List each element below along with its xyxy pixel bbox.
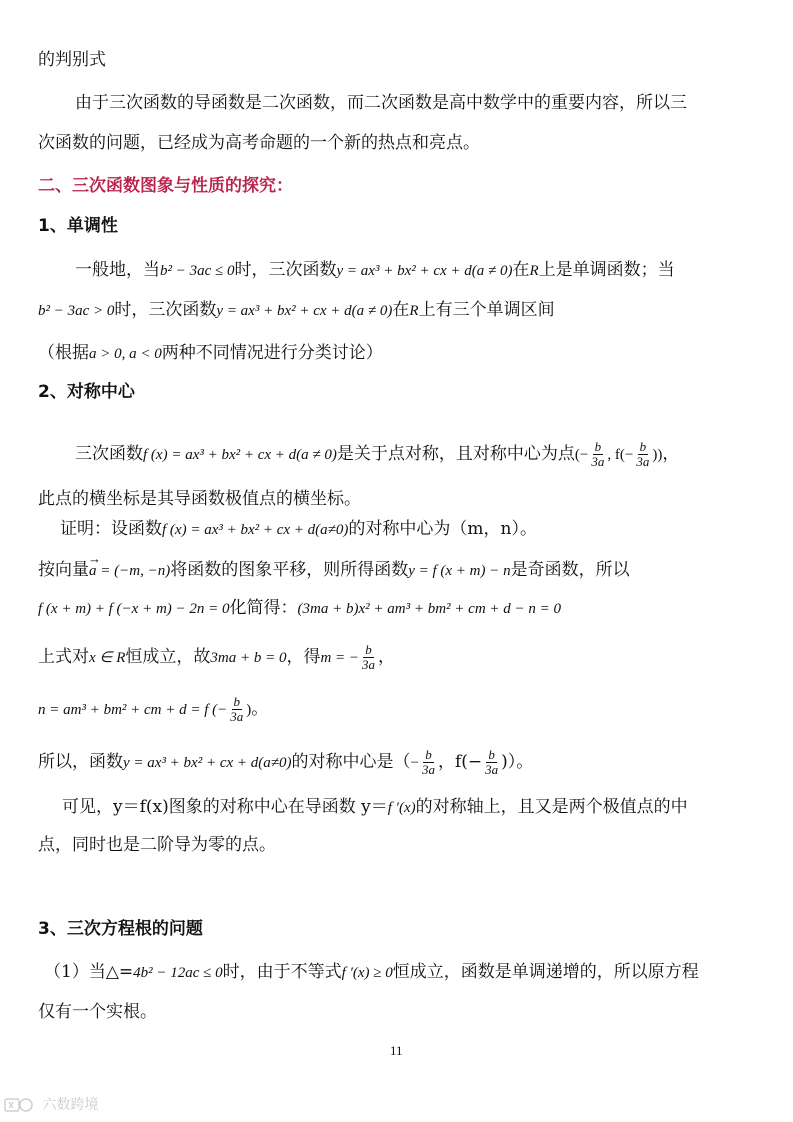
paragraph-fragment: 的判别式 [38, 50, 106, 70]
subheading-symmetry: 2、对称中心 [38, 382, 135, 402]
subheading-roots: 3、三次方程根的问题 [38, 919, 203, 939]
fraction: $\frac{b}{3a}$ [485, 747, 499, 777]
vector-a: → a [89, 559, 97, 583]
proof-line-2: 按向量→ a = (−m, −n)将函数的图象平移，则所得函数y = f (x + m) − n是奇函数，所以 [38, 558, 630, 583]
monotonic-line-1: 一般地，当b² − 3ac ≤ 0时，三次函数y = ax³ + bx² + cx + d(a ≠ 0)在R上是单调函数；当 [75, 260, 675, 280]
symmetry-line-1: 三次函数f (x) = ax³ + bx² + cx + d(a ≠ 0)是关于点对称，且对称中心为点(− $\frac{b}{3a}$ , f(− $\frac{b}{3a}$ ))， [75, 439, 680, 469]
proof-line-3: f (x + m) + f (−x + m) − 2n = 0化简得：(3ma + b)x² + am³ + bm² + cm + d − n = 0 [38, 598, 562, 618]
fraction: $\frac{b}{3a}$ [362, 642, 376, 672]
fraction: $\frac{b}{3a}$ [230, 694, 244, 724]
proof-line-1: 证明：设函数f (x) = ax³ + bx² + cx + d(a≠0)的对称中心为（m，n）。 [60, 519, 537, 539]
roots-line-1: （1）当△=4b² − 12ac ≤ 0时，由于不等式f ′(x) ≥ 0恒成立，函数是单调递增的，所以原方程 [44, 962, 699, 982]
monotonic-line-2: b² − 3ac > 0时，三次函数y = ax³ + bx² + cx + d(a ≠ 0)在R上有三个单调区间 [38, 300, 555, 320]
page-number: 11 [390, 1043, 403, 1058]
fraction: $\frac{b}{3a}$ [636, 439, 650, 469]
monotonic-line-3: （根据a > 0, a < 0两种不同情况进行分类讨论） [38, 343, 383, 363]
symmetry-line-2: 此点的横坐标是其导函数极值点的横坐标。 [38, 489, 361, 509]
proof-line-4: 上式对x ∈ R恒成立，故3ma + b = 0，得m = − $\frac{b}{3a}$ ， [38, 642, 396, 672]
proof-line-5: n = am³ + bm² + cm + d = f (− $\frac{b}{3a}$ )。 [38, 694, 269, 724]
intro-line-1: 由于三次函数的导函数是二次函数，而二次函数是高中数学中的重要内容，所以三 [75, 93, 687, 113]
observation-line-1: 可见，y＝f(x)图象的对称中心在导函数 y＝f ′(x)的对称轴上，且又是两个极值点的中 [62, 797, 688, 817]
watermark [4, 1094, 98, 1114]
conclusion-line: 所以，函数y = ax³ + bx² + cx + d(a≠0)的对称中心是（− $\frac{b}{3a}$ ，f(− $\frac{b}{3a}$ )）。 [38, 747, 534, 777]
watermark-text: 六数跨境 [42, 1097, 99, 1113]
subheading-monotonicity: 1、单调性 [38, 216, 118, 236]
intro-line-2: 次函数的问题，已经成为高考命题的一个新的热点和亮点。 [38, 133, 480, 153]
fraction: $\frac{b}{3a}$ [591, 439, 605, 469]
section-heading: 二、三次函数图象与性质的探究： [38, 176, 293, 196]
roots-line-2: 仅有一个实根。 [38, 1002, 157, 1022]
observation-line-2: 点，同时也是二阶导为零的点。 [38, 835, 276, 855]
fraction: $\frac{b}{3a}$ [421, 747, 435, 777]
watermark-logo-icon [4, 1097, 38, 1113]
